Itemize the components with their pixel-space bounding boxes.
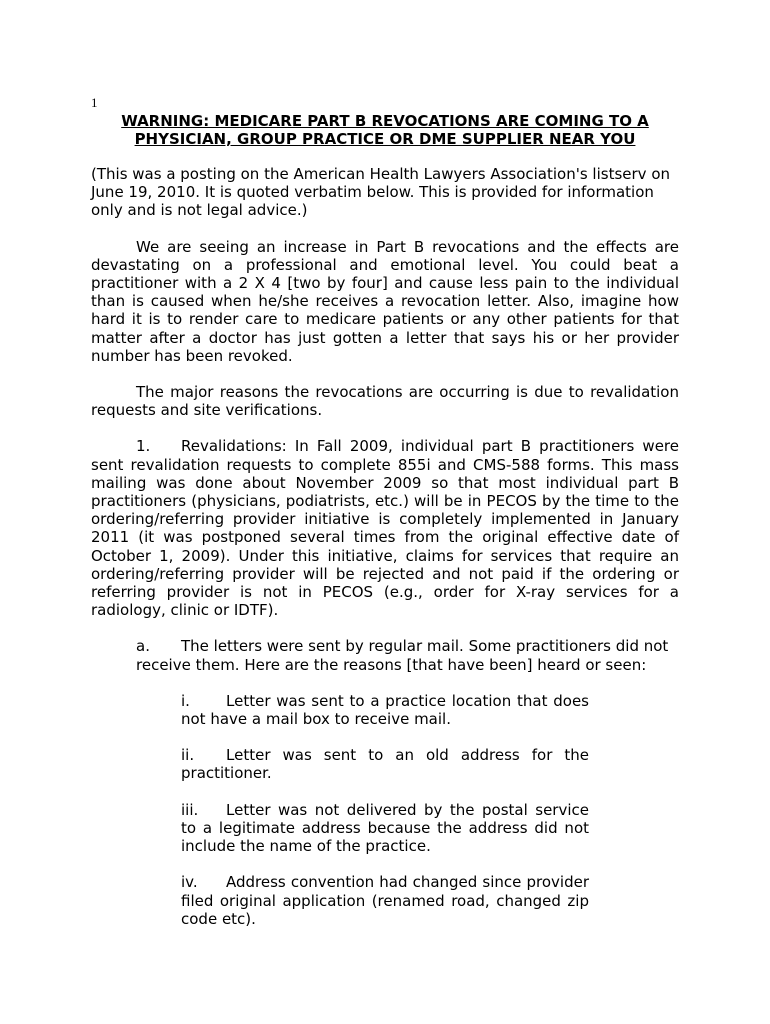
- reason-iii-marker: iii.: [181, 800, 199, 819]
- reason-i-marker: i.: [181, 691, 190, 710]
- title-line-2: PHYSICIAN, GROUP PRACTICE OR DME SUPPLIER NEAR YOU: [134, 130, 636, 148]
- intro-paragraph: (This was a posting on the American Health Lawyers Association's listserv on June 19, 2010. It is quoted verbatim below. This is provided for information only and is not legal advice.): [91, 165, 671, 220]
- reason-iv-marker: iv.: [181, 873, 198, 892]
- item-1-text: Revalidations: In Fall 2009, individual part B practitioners were sent revalidation requests to complete 855i and CMS-588 forms. This mass mailing was done about November 2009 so that most individual part B practitioners (physicians, podiatrists, etc.) will be in PECOS by the time to the ordering/referring provider initiative is completely implemented in January 2011 (it was postponed several times from the original effective date of October 1, 2009). Under this initiative, claims for services that require an ordering/referring provider will be rejected and not paid if the ordering or referring provider is not in PECOS (e.g., order for X-ray services for a radiology, clinic or IDTF).: [91, 437, 679, 620]
- reason-item-iv: [181, 873, 589, 928]
- title-line-1: WARNING: MEDICARE PART B REVOCATIONS ARE COMING TO A: [121, 112, 649, 130]
- reason-i-text: Letter was sent to a practice location that does not have a mail box to receive mail.: [181, 691, 589, 729]
- reason-item-iii: [181, 801, 589, 856]
- reason-ii-marker: ii.: [181, 746, 195, 765]
- body-paragraph-2: The major reasons the revocations are occurring is due to revalidation requests and site verifications.: [91, 383, 679, 420]
- reason-iii-text: Letter was not delivered by the postal service to a legitimate address because the address did not include the name of the practice.: [181, 800, 589, 856]
- reason-ii-text: Letter was sent to an old address for the practitioner.: [181, 746, 589, 783]
- reason-item-i: [181, 692, 589, 728]
- document-title: [91, 112, 679, 148]
- page-number: 1: [91, 95, 98, 110]
- reason-item-ii: [181, 746, 589, 782]
- reason-iv-text: Address convention had changed since provider filed original application (renamed road, changed zip code etc).: [181, 873, 589, 928]
- document-page: [91, 96, 679, 946]
- numbered-item-1: [91, 437, 679, 619]
- sub-item-a-text: The letters were sent by regular mail. Some practitioners did not receive them. Here are the reasons [that have been] heard or seen:: [136, 637, 669, 674]
- item-1-marker: 1.: [136, 437, 151, 456]
- sub-item-a: [136, 637, 679, 673]
- sub-item-a-marker: a.: [136, 637, 150, 656]
- body-paragraph-1: We are seeing an increase in Part B revocations and the effects are devastating on a professional and emotional level. You could beat a practitioner with a 2 X 4 [two by four] and cause less pain to the individual than is caused when he/she receives a revocation letter. Also, imagine how hard it is to render care to medicare patients or any other patients for that matter after a doctor has just gotten a letter that says his or her provider number has been revoked.: [91, 237, 679, 365]
